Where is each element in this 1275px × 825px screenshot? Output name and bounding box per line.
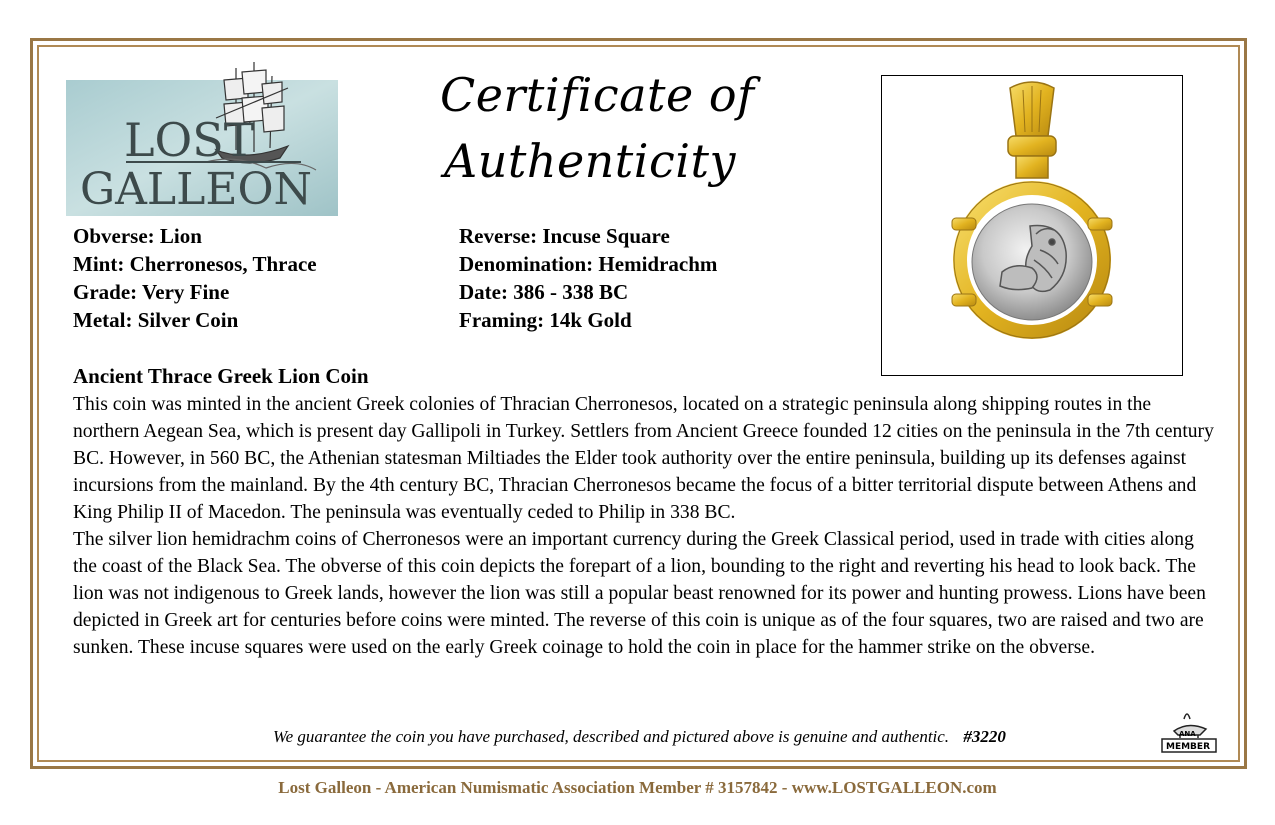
certificate-number: #3220 bbox=[963, 727, 1006, 746]
coin-pendant-image bbox=[881, 75, 1183, 376]
title-line-1: Certificate of bbox=[440, 68, 755, 122]
attr-reverse: Reverse: Incuse Square bbox=[459, 224, 670, 248]
attributes-right-column bbox=[459, 222, 717, 334]
certificate-title bbox=[440, 62, 770, 194]
lost-galleon-logo bbox=[66, 58, 338, 216]
description-heading: Ancient Thrace Greek Lion Coin bbox=[73, 364, 369, 388]
guarantee-text: We guarantee the coin you have purchased, described and pictured above is genuine and authentic. bbox=[273, 727, 950, 746]
attr-framing: Framing: 14k Gold bbox=[459, 308, 632, 332]
attr-date: Date: 386 - 338 BC bbox=[459, 280, 629, 304]
description-paragraph-2: The silver lion hemidrachm coins of Cherronesos were an important currency during the Greek Classical period, used in trade with cities along the coast of the Black Sea. The obverse of this coin depicts the forepart of a lion, bounding to the right and reverting his head to look back. The lion was not indigenous to Greek lands, however the lion was still a popular beast renowned for its power and hunting prowess. Lions have been depicted in Greek art for centuries before coins were minted. The reverse of this coin is unique as of the four squares, two are raised and two are sunken. These incuse squares were used on the early Greek coinage to hold the coin in place for the hammer strike on the obverse. bbox=[73, 529, 1206, 658]
ana-member-badge bbox=[1150, 705, 1224, 755]
svg-text:ANA: ANA bbox=[1179, 730, 1196, 738]
attr-grade: Grade: Very Fine bbox=[73, 280, 230, 304]
description-paragraph-1: This coin was minted in the ancient Greek colonies of Thracian Cherronesos, located on a strategic peninsula along shipping routes in the northern Aegean Sea, which is present day Gallipoli in Turkey. Settlers from Ancient Greece founded 12 cities on the peninsula in the 7th century BC. However, in 560 BC, the Athenian statesman Miltiades the Elder took authority over the entire peninsula, building up its defenses against incursions from the mainland. By the 4th century BC, Thracian Cherronesos became the focus of a bitter territorial dispute between Athens and King Philip II of Macedon. The peninsula was eventually ceded to Philip in 338 BC. bbox=[73, 394, 1214, 523]
attr-mint: Mint: Cherronesos, Thrace bbox=[73, 252, 317, 276]
title-line-2: Authenticity bbox=[444, 134, 736, 188]
attr-denomination: Denomination: Hemidrachm bbox=[459, 252, 718, 276]
description-body bbox=[73, 391, 1218, 661]
attributes-left-column bbox=[73, 222, 317, 334]
attr-obverse: Obverse: Lion bbox=[73, 224, 202, 248]
logo-text-galleon: GALLEON bbox=[80, 164, 313, 215]
svg-text:MEMBER: MEMBER bbox=[1166, 742, 1210, 752]
logo-text-lost: LOST bbox=[124, 113, 255, 167]
attr-metal: Metal: Silver Coin bbox=[73, 308, 239, 332]
guarantee-statement bbox=[273, 727, 1006, 747]
footer-membership-line: Lost Galleon - American Numismatic Association Member # 3157842 - www.LOSTGALLEON.com bbox=[278, 778, 997, 797]
